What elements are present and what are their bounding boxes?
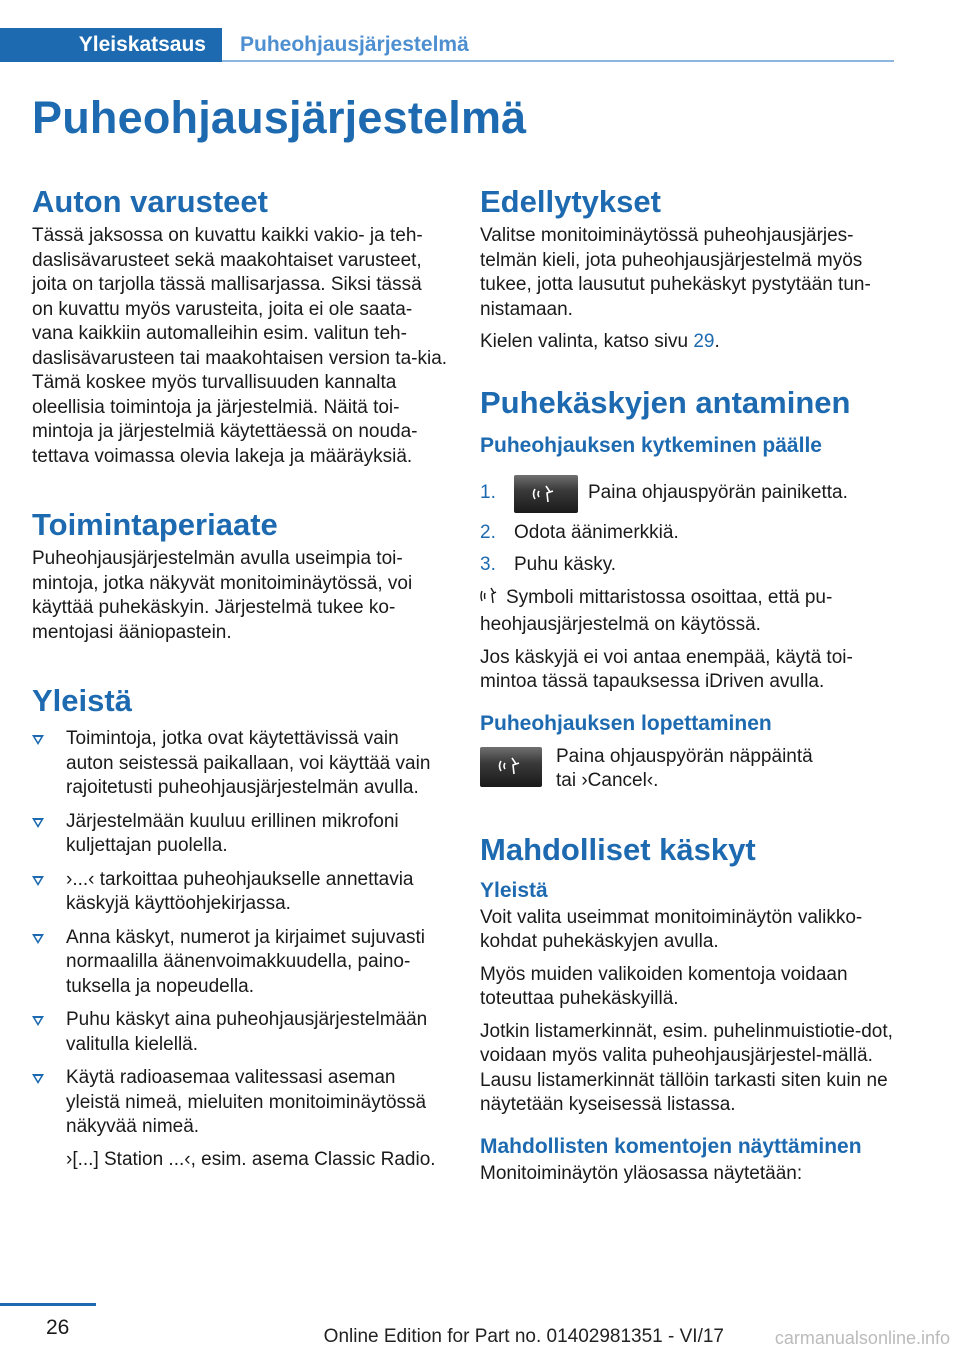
page-number: 26 bbox=[46, 1316, 70, 1339]
watermark: carmanualsonline.info bbox=[774, 1328, 950, 1348]
right-column bbox=[480, 180, 898, 1186]
radio-command-example: ›[...] Station ...‹, esim. asema Classic Radio. bbox=[66, 1148, 436, 1170]
bullet-triangle-icon bbox=[32, 818, 44, 828]
list-item: 1. Paina ohjauspyörän painiketta. bbox=[480, 475, 898, 513]
tab-overview[interactable]: Yleiskatsaus bbox=[0, 28, 222, 62]
header-divider bbox=[222, 60, 894, 62]
subheading-stop: Puheohjauksen lopettaminen bbox=[480, 711, 772, 735]
idrive-text: Jos käskyjä ei voi antaa enempää, käytä toi‐mintoa tässä tapauksessa iDriven avulla. bbox=[480, 646, 853, 692]
section-heading-general: Yleistä bbox=[32, 683, 132, 718]
subheading-show-commands: Mahdollisten komentojen näyttäminen bbox=[480, 1134, 862, 1158]
page-title: Puheohjausjärjestelmä bbox=[32, 92, 527, 143]
section-heading-principle: Toimintaperiaate bbox=[32, 507, 278, 542]
subheading-general: Yleistä bbox=[480, 878, 548, 902]
commands-text-4: Monitoiminäytön yläosassa näytetään: bbox=[480, 1162, 803, 1184]
commands-text-1: Voit valita useimmat monitoiminäytön valikko‐kohdat puhekäskyjen avulla. bbox=[480, 906, 863, 952]
page-reference-link[interactable]: 29 bbox=[693, 331, 715, 352]
stop-text: Paina ohjauspyörän näppäintä tai ›Cancel‹. bbox=[556, 745, 813, 791]
stop-instruction bbox=[480, 745, 898, 794]
bullet-triangle-icon bbox=[32, 1016, 44, 1026]
bullet-triangle-icon bbox=[32, 934, 44, 944]
left-column bbox=[32, 180, 448, 1181]
list-item: 2. Odota äänimerkkiä. bbox=[480, 521, 898, 546]
activation-steps bbox=[480, 475, 898, 578]
list-item: Toimintoja, jotka ovat käytettävissä vain auton seistessä paikallaan, voi käyttää vain rajoitetusti puheohjausjärjestelmän avulla. bbox=[32, 727, 448, 801]
voice-button-icon bbox=[514, 475, 578, 513]
list-item: Järjestelmään kuuluu erillinen mikrofoni kuljettajan puolella. bbox=[32, 810, 448, 859]
subheading-activate: Puheohjauksen kytkeminen päälle bbox=[480, 433, 822, 457]
language-reference: Kielen valinta, katso sivu 29. bbox=[480, 331, 720, 352]
section-heading-equipment: Auton varusteet bbox=[32, 184, 268, 219]
section-heading-requirements: Edellytykset bbox=[480, 184, 661, 219]
equipment-text: Tässä jaksossa on kuvattu kaikki vakio- ja teh‐daslisävarusteet sekä maakohtaiset varusteet, joita on tarjolla tässä mallisarjassa. Siksi tässä on kuvattu myös varusteita, joita ei ole saata‐vana kaikkiin automalleihin esim. valitun teh‐daslisävarusteen tai maakohtaisen version ta‐kia. Tämä koskee myös turvallisuuden kannalta oleellisia toimintoja ja järjestelmiä. Näitä toi‐mintoja ja järjestelmiä käytettäessä on nouda‐tettava voimassa olevia lakeja ja määräyksiä. bbox=[32, 225, 448, 467]
step-number: 3. bbox=[480, 554, 496, 575]
list-item: Käytä radioasemaa valitessasi aseman yleistä nimeä, mieluiten monitoiminäytössä näkyvää nimeä. ›[...] Station ...‹, esim. asema Classic Radio. bbox=[32, 1066, 448, 1172]
bullet-triangle-icon bbox=[32, 735, 44, 745]
list-item: Puhu käskyt aina puheohjausjärjestelmään valitulla kielellä. bbox=[32, 1008, 448, 1057]
bullet-triangle-icon bbox=[32, 1074, 44, 1084]
commands-text-2: Myös muiden valikoiden komentoja voidaan toteuttaa puhekäskyillä. bbox=[480, 963, 848, 1009]
list-item: 3. Puhu käsky. bbox=[480, 553, 898, 578]
principle-text: Puheohjausjärjestelmän avulla useimpia toi‐mintoja, jotka näkyvät monitoiminäytössä, voi käyttää puhekäskyin. Järjestelmä tukee ko‐mentojasi ääniopastein. bbox=[32, 548, 413, 643]
general-bullet-list bbox=[32, 727, 448, 1172]
footer-rule bbox=[0, 1303, 96, 1306]
header-bar bbox=[0, 28, 894, 62]
commands-text-3: Jotkin listamerkinnät, esim. puhelinmuistiotie‐dot, voidaan myös valita puheohjausjärjestel‐mällä. Lausu listamerkinnät tällöin tarkasti siten kuin ne näytetään kyseisessä listassa. bbox=[480, 1020, 893, 1115]
section-heading-possible-commands: Mahdolliset käskyt bbox=[480, 831, 756, 867]
section-heading-giving-commands: Puhekäskyjen antaminen bbox=[480, 384, 851, 420]
list-item: Anna käskyt, numerot ja kirjaimet sujuvasti normaalilla äänenvoimakkuudella, paino‐tuksella ja nopeudella. bbox=[32, 926, 448, 1000]
footer-edition: Online Edition for Part no. 01402981351 - VI/17 bbox=[323, 1326, 724, 1347]
voice-symbol-icon bbox=[480, 586, 500, 614]
step-number: 1. bbox=[480, 482, 496, 504]
voice-button-icon bbox=[480, 747, 542, 787]
tab-voice-control[interactable]: Puheohjausjärjestelmä bbox=[240, 33, 469, 56]
requirements-text: Valitse monitoiminäytössä puheohjausjärjes‐telmän kieli, jota puheohjausjärjestelmä myös tukee, jotta lausutut puhekäskyt pystytään tun‐nistamaan. bbox=[480, 225, 871, 320]
symbol-text: Symboli mittaristossa osoittaa, että pu‐heohjausjärjestelmä on käytössä. bbox=[480, 586, 833, 635]
step-number: 2. bbox=[480, 521, 496, 543]
bullet-triangle-icon bbox=[32, 876, 44, 886]
list-item: ›...‹ tarkoittaa puheohjaukselle annettavia käskyjä käyttöohjekirjassa. bbox=[32, 868, 448, 917]
